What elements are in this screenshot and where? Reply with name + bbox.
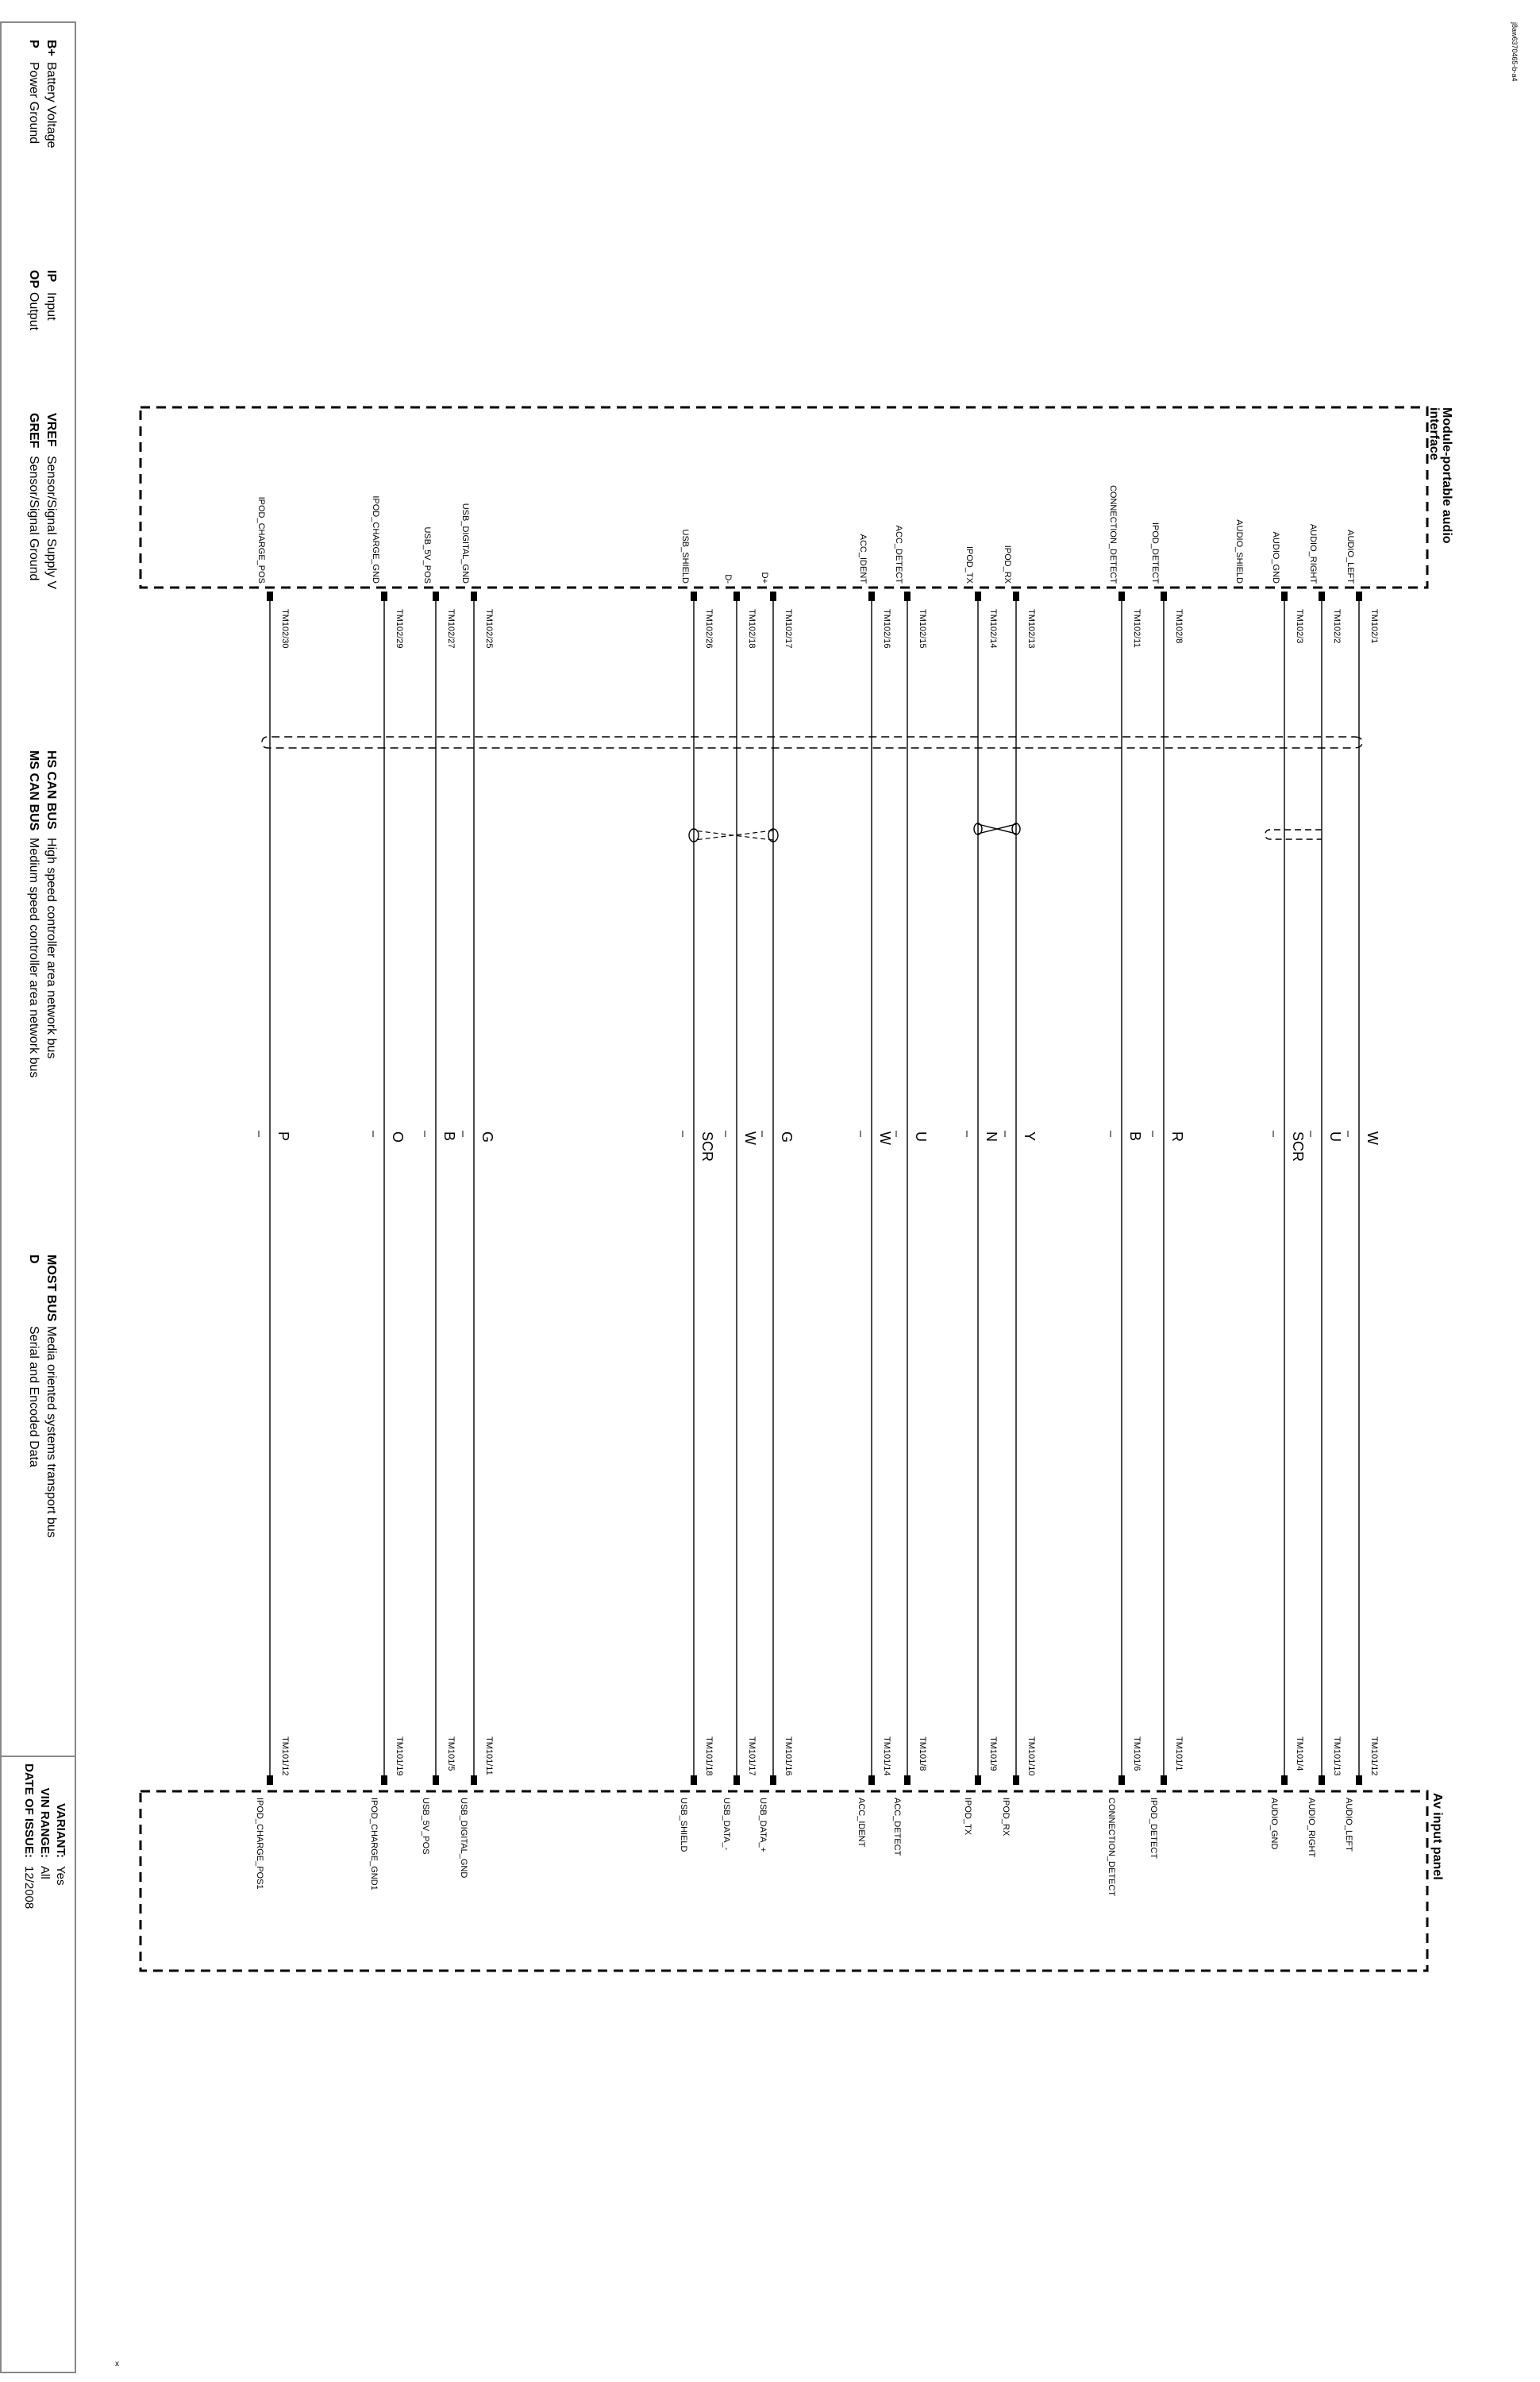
connector-pin	[471, 1775, 477, 1785]
module-name: Av input panel	[1430, 1793, 1444, 1880]
info-value: 12/2008	[22, 1866, 36, 1910]
bottom-signal-label: CONNECTION_DETECT	[1107, 1798, 1116, 1897]
legend-text: Sensor/Signal Supply V	[44, 456, 58, 590]
footer-mark: x	[115, 2360, 119, 2369]
connector-pin	[1319, 592, 1325, 601]
bottom-pin-label: TM101/11	[484, 1736, 494, 1775]
legend-abbr: HS CAN BUS	[44, 750, 58, 830]
connector-pin	[868, 1775, 875, 1785]
legend-text: Power Ground	[27, 62, 40, 145]
wire-color-code: W	[877, 1131, 893, 1145]
info-block	[22, 1763, 67, 1909]
top-signal-label: AUDIO_GND	[1271, 531, 1280, 584]
connector-pin	[1319, 1775, 1325, 1785]
bottom-signal-label: IPOD_CHARGE_GND1	[369, 1798, 379, 1891]
usb-twisted-shield-marker	[694, 831, 773, 840]
top-pin-label: TM102/17	[783, 609, 793, 649]
info-value: All	[38, 1866, 52, 1879]
wire-color-code: B	[441, 1131, 457, 1142]
cable-bundle	[262, 737, 1362, 748]
circuit	[892, 526, 929, 1856]
legend-panel	[1, 22, 75, 2372]
connector-pin	[1161, 592, 1167, 601]
circuit	[857, 534, 893, 1848]
top-signal-label: AUDIO_RIGHT	[1308, 523, 1318, 584]
info-label: VIN RANGE:	[38, 1787, 52, 1858]
top-signal-label: D-	[723, 574, 733, 584]
wire-color-code: O	[390, 1131, 406, 1143]
wire-color-code: U	[913, 1131, 929, 1142]
top-pin-label: TM102/14	[988, 609, 998, 649]
bottom-signal-label: USB_DATA_-	[722, 1798, 731, 1851]
connector-pin	[904, 592, 911, 601]
bottom-signal-label: ACC_IDENT	[857, 1798, 866, 1848]
connector-pin	[770, 1775, 776, 1785]
top-signal-label: USB_5V_POS	[422, 526, 432, 584]
bottom-pin-label: TM101/8	[918, 1736, 927, 1771]
top-signal-label: IPOD_CHARGE_GND	[371, 495, 380, 584]
top-signal-label: AUDIO_LEFT	[1346, 530, 1355, 584]
module-name: interface	[1427, 407, 1441, 461]
bottom-pin-label: TM101/12	[1369, 1736, 1379, 1776]
module-box	[141, 1791, 1427, 1971]
wire-color-code: W	[742, 1131, 758, 1145]
top-pin-label: TM102/8	[1174, 609, 1184, 644]
circuit	[459, 503, 495, 1879]
bottom-pin-label: TM101/9	[988, 1736, 998, 1771]
twisted-pair-marker	[978, 824, 1016, 834]
wire-color-code: W	[1365, 1131, 1380, 1145]
top-signal-label: D+	[760, 572, 769, 584]
legend	[27, 40, 58, 1538]
bottom-pin-label: TM101/16	[783, 1736, 793, 1776]
top-pin-label: TM102/3	[1295, 609, 1304, 644]
module-box	[141, 407, 1427, 588]
top-signal-label: ACC_DETECT	[894, 525, 903, 584]
audio-shield-marker	[1265, 830, 1322, 839]
top-signal-label: IPOD_TX	[964, 545, 974, 584]
diagram-frame	[1, 22, 75, 2372]
connector-pin	[381, 1775, 387, 1785]
bottom-pin-label: TM101/5	[446, 1736, 456, 1771]
bottom-pin-label: TM101/6	[1132, 1736, 1142, 1771]
legend-abbr: P	[27, 40, 40, 48]
connector-pin	[267, 1775, 273, 1785]
bottom-signal-label: AUDIO_LEFT	[1344, 1798, 1353, 1852]
top-signal-label: ACC_IDENT	[858, 534, 868, 584]
circuit	[421, 526, 457, 1854]
connector-pin	[1281, 1775, 1288, 1785]
connector-pin	[904, 1775, 911, 1785]
bottom-pin-label: TM101/14	[882, 1736, 891, 1776]
circuit	[1307, 524, 1343, 1858]
bottom-pin-label: TM101/12	[280, 1736, 290, 1776]
wire-color-code: R	[1169, 1131, 1185, 1142]
bottom-pin-label: TM101/18	[704, 1736, 714, 1776]
circuit	[1107, 485, 1143, 1896]
connector-pin	[433, 1775, 439, 1785]
module-portable-audio-interface	[141, 407, 1453, 588]
connector-pin	[770, 592, 776, 601]
top-pin-label: TM102/26	[704, 609, 714, 649]
connector-pin	[733, 592, 740, 601]
top-pin-label: TM102/11	[1132, 609, 1142, 648]
legend-abbr: VREF	[44, 413, 58, 447]
bottom-signal-label: USB_SHIELD	[679, 1798, 688, 1852]
bottom-signal-label: IPOD_TX	[963, 1798, 972, 1836]
info-value: Yes	[54, 1866, 67, 1886]
wires	[255, 485, 1380, 1896]
bottom-signal-label: ACC_DETECT	[892, 1798, 902, 1856]
connector-pin	[1118, 592, 1125, 601]
connector-pin	[691, 1775, 697, 1785]
top-pin-label: TM102/2	[1332, 609, 1342, 644]
legend-text: Battery Voltage	[44, 62, 58, 148]
circuit	[963, 546, 999, 1836]
wire-color-code: B	[1127, 1131, 1143, 1142]
legend-text: Medium speed controller area network bus	[27, 838, 40, 1078]
circuit	[1149, 522, 1185, 1859]
connector-pin	[691, 592, 697, 601]
cable-markers	[262, 737, 1362, 842]
connector-pin	[433, 592, 439, 601]
connector-pin	[975, 1775, 981, 1785]
connector-pin	[471, 592, 477, 601]
diagram-id: j8aw6370465-b-a4	[1511, 22, 1519, 82]
top-pin-label: TM102/27	[446, 609, 456, 649]
bottom-signal-label: USB_DIGITAL_GND	[459, 1798, 468, 1879]
connector-pin	[267, 592, 273, 601]
connector-pin	[1356, 1775, 1362, 1785]
wire-color-code: SCR	[1290, 1131, 1306, 1162]
connector-pin	[1118, 1775, 1125, 1785]
legend-text: Output	[27, 292, 40, 331]
connector-pin	[1013, 592, 1019, 601]
connector-pin	[381, 592, 387, 601]
bottom-signal-label: IPOD_CHARGE_POS1	[255, 1798, 264, 1890]
legend-abbr: OP	[27, 270, 40, 289]
circuit	[722, 574, 758, 1850]
legend-abbr: GREF	[27, 413, 40, 449]
top-pin-label: TM102/1	[1369, 609, 1379, 644]
circuit	[758, 572, 795, 1852]
wire-color-code: G	[779, 1131, 795, 1143]
legend-text: Media oriented systems transport bus	[44, 1326, 58, 1538]
circuit	[255, 497, 291, 1890]
legend-text: Sensor/Signal Ground	[27, 456, 40, 581]
circuit	[1234, 519, 1244, 584]
connector-pin	[1013, 1775, 1019, 1785]
top-signal-label: IPOD_DETECT	[1150, 522, 1160, 584]
module-name: Module-portable audio	[1440, 407, 1453, 544]
bottom-signal-label: AUDIO_GND	[1269, 1798, 1279, 1850]
top-signal-label: USB_DIGITAL_GND	[460, 503, 470, 584]
bottom-signal-label: AUDIO_RIGHT	[1307, 1798, 1316, 1858]
circuit	[1001, 545, 1038, 1837]
connector-pin	[733, 1775, 740, 1785]
connector-pin	[868, 592, 875, 601]
info-label: DATE OF ISSUE:	[22, 1763, 36, 1858]
bottom-pin-label: TM101/10	[1026, 1736, 1036, 1776]
connector-pin	[1281, 592, 1288, 601]
wire-color-code: P	[275, 1131, 291, 1142]
legend-text: Input	[44, 292, 58, 321]
wire-color-code: SCR	[699, 1131, 715, 1162]
bottom-pin-label: TM101/19	[395, 1736, 404, 1776]
circuit	[1344, 530, 1380, 1852]
bottom-signal-label: IPOD_DETECT	[1149, 1798, 1158, 1860]
top-pin-label: TM102/16	[882, 609, 891, 649]
bottom-pin-label: TM101/4	[1295, 1736, 1304, 1771]
top-pin-label: TM102/13	[1026, 609, 1036, 649]
wire-color-code: U	[1327, 1131, 1343, 1142]
info-label: VARIANT:	[54, 1803, 67, 1858]
wire-color-code: N	[984, 1131, 999, 1142]
top-signal-label: AUDIO_SHIELD	[1234, 519, 1244, 584]
wire-color-code: G	[479, 1131, 495, 1143]
top-signal-label: IPOD_CHARGE_POS	[256, 496, 266, 584]
connector-pin	[975, 592, 981, 601]
connector-pin	[1356, 592, 1362, 601]
legend-abbr: IP	[44, 270, 58, 283]
bottom-signal-label: USB_5V_POS	[421, 1798, 430, 1855]
top-signal-label: IPOD_RX	[1003, 545, 1012, 584]
legend-text: High speed controller area network bus	[44, 838, 58, 1059]
bottom-signal-label: IPOD_RX	[1001, 1798, 1011, 1837]
legend-abbr: D	[27, 1255, 40, 1264]
circuit	[679, 530, 715, 1852]
top-pin-label: TM102/15	[918, 609, 927, 649]
top-signal-label: USB_SHIELD	[680, 529, 690, 584]
legend-abbr: MOST BUS	[44, 1255, 58, 1322]
top-pin-label: TM102/25	[484, 609, 494, 649]
legend-abbr: B+	[44, 40, 58, 56]
connector-pin	[1161, 1775, 1167, 1785]
legend-abbr: MS CAN BUS	[27, 750, 40, 831]
bottom-signal-label: USB_DATA_+	[758, 1798, 768, 1852]
wire-color-code: Y	[1022, 1131, 1038, 1142]
legend-text: Serial and Encoded Data	[27, 1326, 40, 1467]
circuit	[1269, 532, 1306, 1850]
module-av-input-panel	[141, 1791, 1444, 1971]
top-pin-label: TM102/29	[395, 609, 404, 649]
circuit	[369, 495, 406, 1890]
top-signal-label: CONNECTION_DETECT	[1108, 484, 1118, 584]
bottom-pin-label: TM101/13	[1332, 1736, 1342, 1776]
top-pin-label: TM102/18	[747, 609, 757, 649]
top-pin-label: TM102/30	[280, 609, 290, 649]
bottom-pin-label: TM101/1	[1174, 1736, 1184, 1771]
bottom-pin-label: TM101/17	[747, 1736, 757, 1776]
